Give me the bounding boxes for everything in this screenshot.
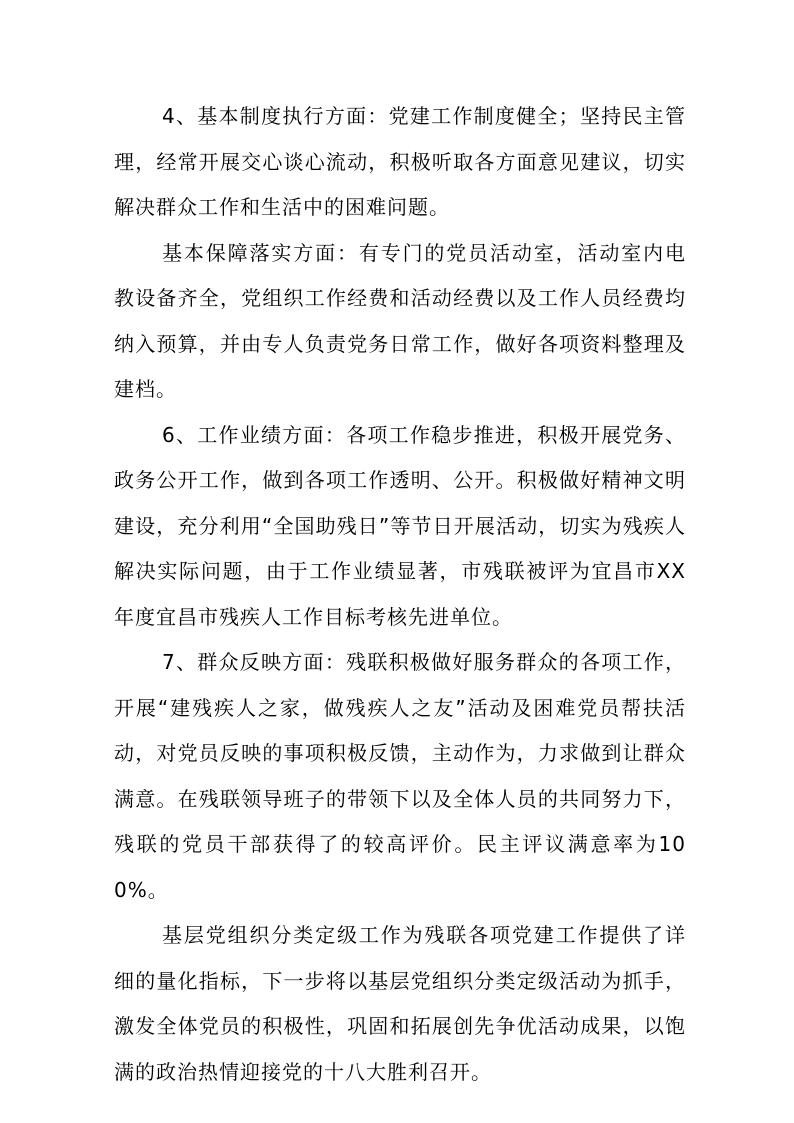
paragraph-public-feedback: 7、群众反映方面：残联积极做好服务群众的各项工作，开展“建残疾人之家，做残疾人之友”活动及困难党员帮扶活动，对党员反映的事项积极反馈，主动作为，力求做到让群众满意。在残联领导班子的带领下以及全体人员的共同努力下，残联的党员干部获得了的较高评价。民主评议满意率为100%。 [114,650,686,902]
paragraph-basic-guarantee: 基本保障落实方面：有专门的党员活动室，活动室内电教设备齐全，党组织工作经费和活动经费以及工作人员经费均纳入预算，并由专人负责党务日常工作，做好各项资料整理及建档。 [114,240,686,401]
paragraph-basic-system: 4、基本制度执行方面：党建工作制度健全；坚持民主管理，经常开展交心谈心流动，积极听取各方面意见建议，切实解决群众工作和生活中的困难问题。 [114,104,686,219]
paragraph-work-performance: 6、工作业绩方面：各项工作稳步推进，积极开展党务、政务公开工作，做到各项工作透明、公开。积极做好精神文明建设，充分利用“全国助残日”等节日开展活动，切实为残疾人解决实际问题，由于工作业绩显著，市残联被评为宜昌市XX年度宜昌市残疾人工作目标考核先进单位。 [114,422,686,629]
document-body [114,94,686,1095]
paragraph-conclusion: 基层党组织分类定级工作为残联各项党建工作提供了详细的量化指标，下一步将以基层党组织分类定级活动为抓手，激发全体党员的积极性，巩固和拓展创先争优活动成果，以饱满的政治热情迎接党的十八大胜利召开。 [114,923,686,1084]
